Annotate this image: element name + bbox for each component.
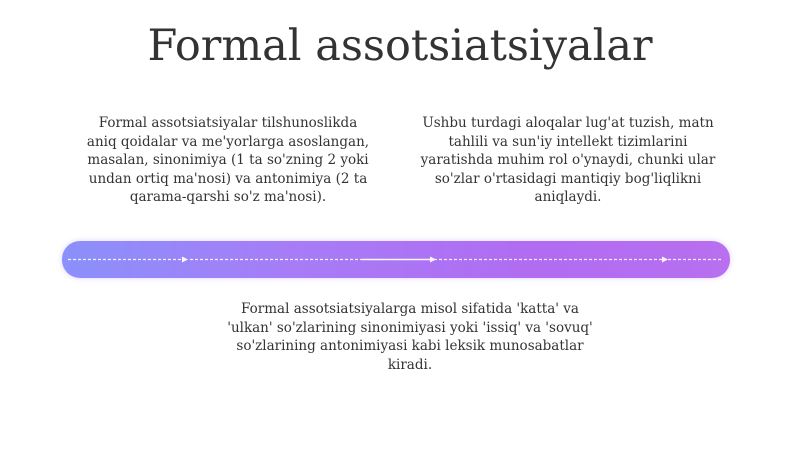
arrow-right-icon	[182, 257, 188, 263]
paragraph-left: Formal assotsiatsiyalar tilshunoslikda aniq qoidalar va me'yorlarga asoslangan, masalan, sinonimiya (1 ta so'zning 2 yoki undan ortiq ma'nosi) va antonimiya (2 ta qarama-qarshi so'z ma'nosi).	[86, 115, 370, 205]
paragraph-bottom: Formal assotsiatsiyalarga misol sifatida 'katta' va 'ulkan' so'zlarining sinonimiyasi yoki 'issiq' va 'sovuq' so'zlarining antonimiyasi kabi leksik munosabatlar kiradi.	[227, 301, 593, 373]
slide-title: Formal assotsiatsiyalar	[147, 21, 653, 71]
timeline-connector	[62, 241, 730, 278]
paragraph-right: Ushbu turdagi aloqalar lug'at tuzish, matn tahlili va sun'iy intellekt tizimlarini yaratishda muhim rol o'ynaydi, chunki ular so'zlar o'rtasidagi mantiqiy bog'liqlikni aniqlaydi.	[420, 115, 716, 205]
arrow-right-icon	[662, 257, 668, 263]
timeline-bar	[62, 241, 730, 278]
